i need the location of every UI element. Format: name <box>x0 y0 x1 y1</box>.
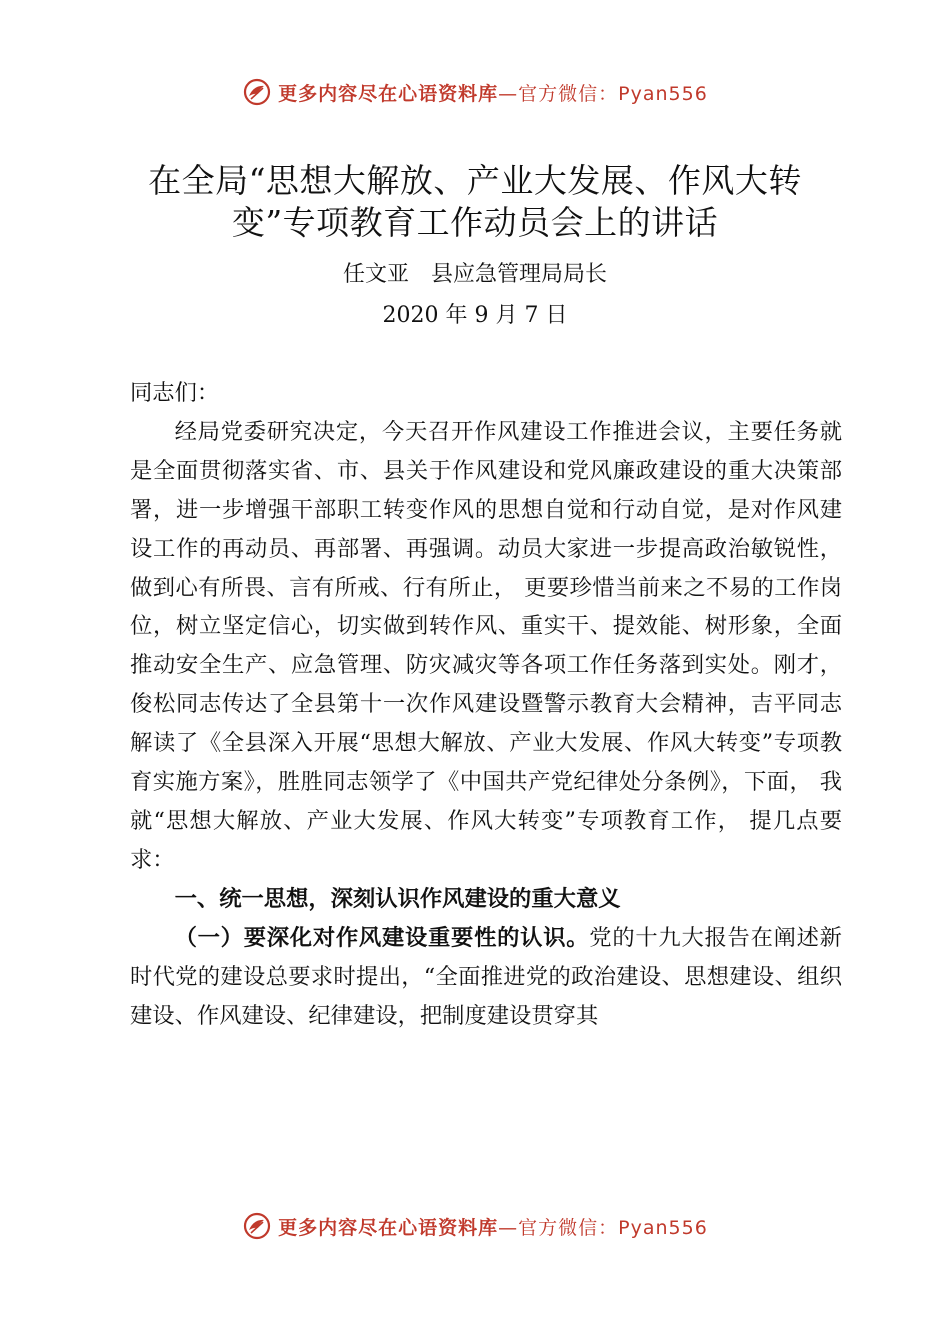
subsection-heading: （一）要深化对作风建设重要性的认识。 <box>174 924 590 951</box>
paragraph: 经局党委研究决定，今天召开作风建设工作推进会议，主要任务就是全面贯彻落实省、市、县关于作风建设和党风廉政建设的重大决策部署，进一步增强干部职工转变作风的思想自觉和行动自觉，是对作风建设工作的再动员、再部署、再强调。动员大家进一步提高政治敏锐性，做到心有所畏、言有所戒、行有所止， 更要珍惜当前来之不易的工作岗位，树立坚定信心，切实做到转作风、重实干、提效能、树形象，全面推动安全生产、应急管理、防灾减灾等各项工作任务落到实处。刚才，俊松同志传达了全县第十一次作风建设暨警示教育大会精神，吉平同志解读了《全县深入开展“思想大解放、产业大发展、作风大转变”专项教育实施方案》，胜胜同志领学了《中国共产党纪律处分条例》，下面， 我就“思想大解放、产业大发展、作风大转变”专项教育工作， 提几点要求： <box>130 418 842 873</box>
section-heading: 一、统一思想，深刻认识作风建设的重大意义 <box>174 885 621 912</box>
brand-logo-icon <box>242 77 272 107</box>
author-title: 县应急管理局局长 <box>431 262 608 287</box>
watermark-banner-bottom <box>0 1206 950 1246</box>
author-name: 任文亚 <box>342 262 409 287</box>
salutation: 同志们： <box>130 380 220 406</box>
speech-date: 2020 年 9 月 7 日 <box>382 303 568 328</box>
paragraph <box>130 919 842 1036</box>
author-line <box>0 257 950 288</box>
brand-logo-icon <box>242 1211 272 1241</box>
document-body <box>130 374 842 1035</box>
document-title: 在全局“思想大解放、产业大发展、作风大转变”专项教育工作动员会上的讲话 <box>148 161 802 242</box>
watermark-text: 更多内容尽在心语资料库—官方微信：Pyan556 <box>278 1216 708 1239</box>
watermark-banner-top <box>0 72 950 112</box>
watermark-text: 更多内容尽在心语资料库—官方微信：Pyan556 <box>278 82 708 105</box>
paragraph-text: 党的十九大报告在阐述新时代党的建设总要求时提出，“全面推进党的政治建设、思想建设、组织建设、作风建设、纪律建设，把制度建设贯穿其 <box>130 924 842 1029</box>
